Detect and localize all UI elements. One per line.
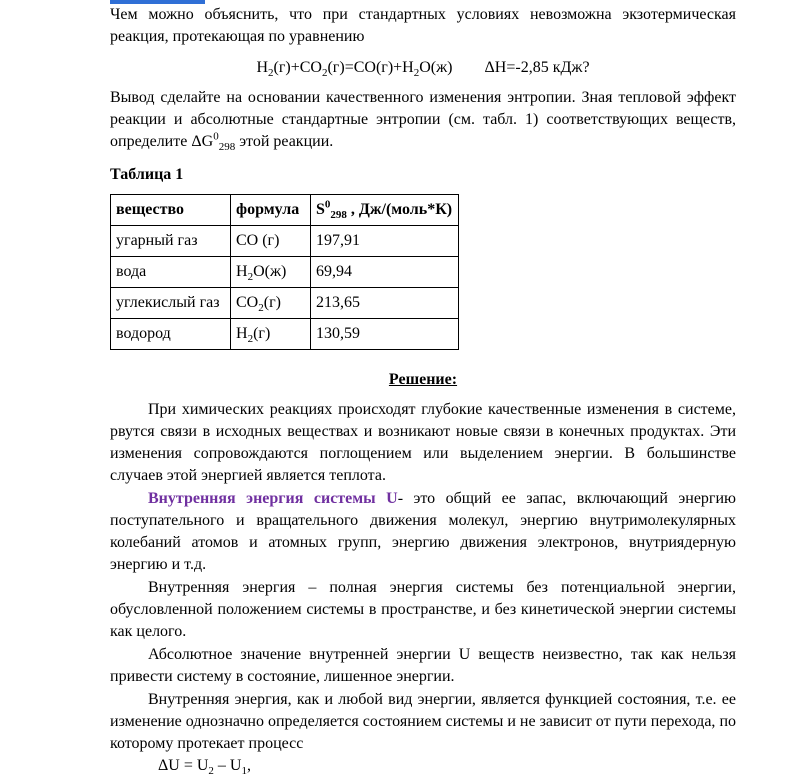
cell-substance: углекислый газ xyxy=(111,288,231,319)
enthalpy-value: ΔH=-2,85 кДж? xyxy=(484,59,590,76)
eq-h2: H xyxy=(256,59,268,76)
conclusion-part2: этой реакции. xyxy=(235,133,334,150)
solution-title: Решение: xyxy=(388,371,458,388)
paragraph-2-rest: - это общий ее запас, включающий энергию поступательного и вращательного движения молекул, энергию внутримолекулярных колебаний атомов и атомных групп, энергию движения электронов, внутриядерную энергию и т.д. xyxy=(110,490,737,573)
eq-co2-sub: 2 xyxy=(321,67,328,80)
cell-value: 197,91 xyxy=(311,226,459,257)
cell-value: 213,65 xyxy=(311,288,459,319)
table-header-row xyxy=(111,195,459,226)
cell-formula: $CO_2(г)$ xyxy=(231,288,311,319)
conclusion-part1: Вывод сделайте на основании качественного изменения энтропии. Зная тепловой эффект реакции и абсолютные стандартные энтропии (см. табл. 1) соответствующих веществ, определите ΔG xyxy=(110,89,736,150)
cell-formula: $H_2(г)$ xyxy=(231,319,311,350)
eq-part3: (г)=CO(г)+H xyxy=(327,59,414,76)
solution-paragraph-2 xyxy=(110,488,736,576)
header-substance: вещество xyxy=(111,195,231,226)
table-title: Таблица 1 xyxy=(110,166,184,183)
cell-value: 69,94 xyxy=(311,257,459,288)
solution-paragraph-1: При химических реакциях происходят глубокие качественные изменения в системе, рвутся связи в исходных веществах и возникают новые связи в конечных продуктах. Эти изменения сопровождаются поглощением или выделением энергии. В большинстве случаев этой энергией является теплота. xyxy=(110,401,736,484)
entropy-table xyxy=(110,194,459,350)
eq-h2o-sub: 2 xyxy=(413,67,420,80)
cell-substance: водород xyxy=(111,319,231,350)
header-entropy: $S^0_{298}$ , Дж/(моль*К) xyxy=(311,195,459,226)
table-row xyxy=(111,226,459,257)
cell-formula: $H_2O(ж)$ xyxy=(231,257,311,288)
solution-paragraph-3: Внутренняя энергия – полная энергия системы без потенциальной энергии, обусловленной положением системы в пространстве, и без кинетической энергии системы как целого. xyxy=(110,579,736,640)
cell-formula: CO (г) xyxy=(231,226,311,257)
internal-energy-term: Внутренняя энергия системы U xyxy=(148,490,398,507)
conclusion-sub: 298 xyxy=(218,141,236,154)
document-page xyxy=(110,4,736,777)
cell-value: 130,59 xyxy=(311,319,459,350)
conclusion-sup: 0 xyxy=(213,130,219,143)
table-row xyxy=(111,319,459,350)
header-formula: формула xyxy=(231,195,311,226)
table-row xyxy=(111,257,459,288)
eq-part2: (г)+CO xyxy=(273,59,322,76)
conclusion-text xyxy=(110,87,736,153)
eq-part4: O(ж) xyxy=(419,59,453,76)
eq-h2-sub: 2 xyxy=(268,67,274,80)
solution-paragraph-5: Внутренняя энергия, как и любой вид энергии, является функцией состояния, т.е. ее изменение однозначно определяется состоянием системы и не зависит от пути перехода, по которому протекает процесс xyxy=(110,691,736,752)
cell-substance: угарный газ xyxy=(111,226,231,257)
cell-substance: вода xyxy=(111,257,231,288)
reaction-equation xyxy=(110,57,736,79)
solution-paragraph-4: Абсолютное значение внутренней энергии U веществ неизвестно, так как нельзя привести систему в состояние, лишенное энергии. xyxy=(110,646,736,685)
table-row xyxy=(111,288,459,319)
question-text: Чем можно объяснить, что при стандартных условиях невозможна экзотермическая реакция, протекающая по уравнению xyxy=(110,6,736,45)
delta-u-formula: $\Delta U = U_2 - U_1$, xyxy=(158,757,251,777)
